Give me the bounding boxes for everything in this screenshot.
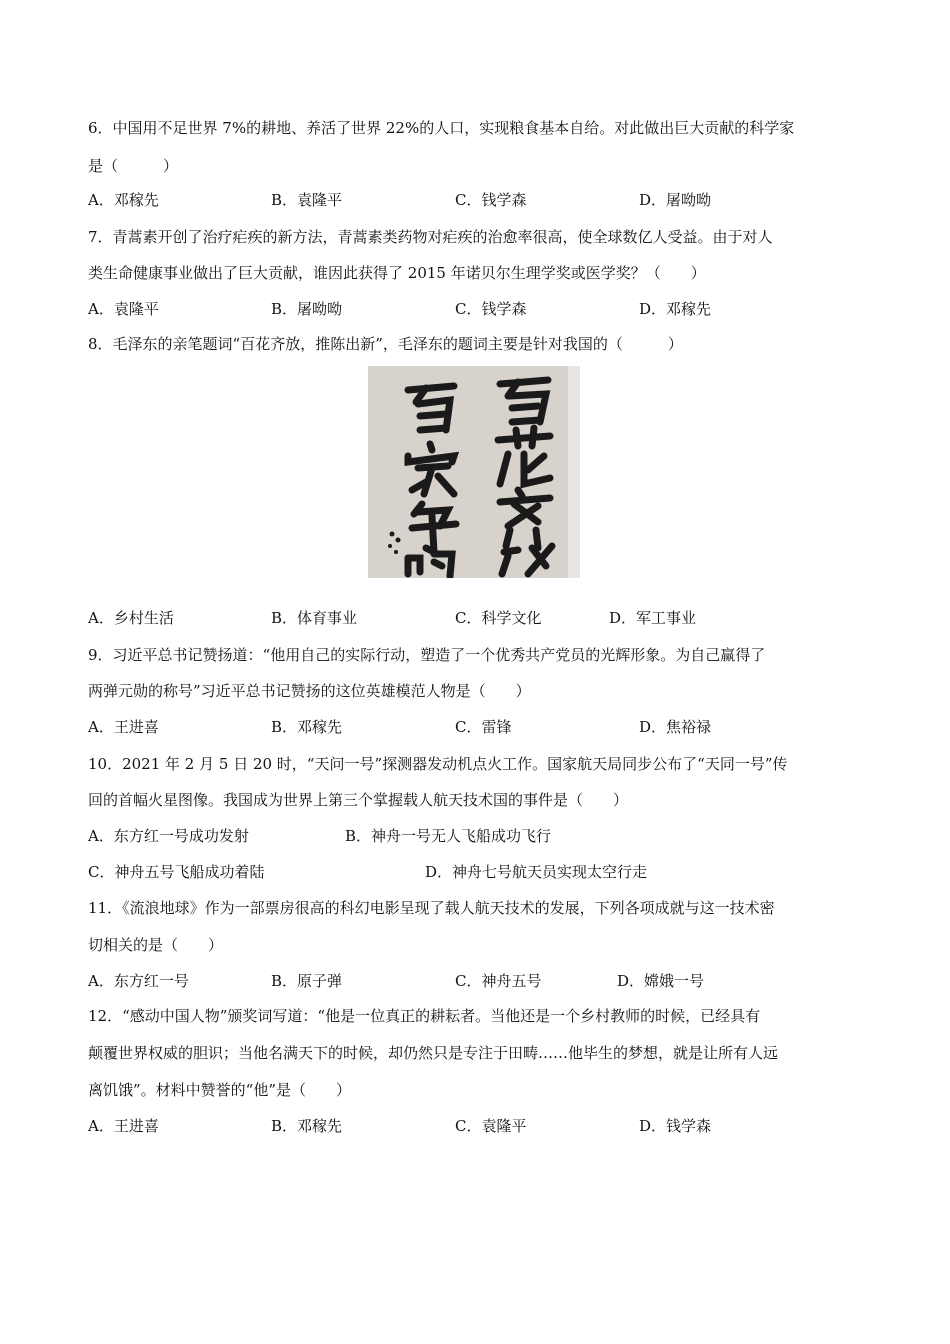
q8-option-d: D．军工事业: [609, 609, 697, 627]
q11-option-a: A．东方红一号: [88, 972, 189, 990]
q12-stem-line-3: 离饥饿”。材料中赞誉的“他”是（ ）: [88, 1081, 352, 1099]
q8-option-c: C．科学文化: [455, 609, 542, 627]
q9-stem-line-2: 两弹元勋的称号”习近平总书记赞扬的这位英雄模范人物是（ ）: [88, 682, 531, 700]
q6-option-b: B．袁隆平: [271, 191, 343, 209]
q10-option-b: B．神舟一号无人飞船成功飞行: [345, 827, 552, 845]
calligraphy-image: [368, 366, 580, 578]
q10-option-a: A．东方红一号成功发射: [88, 827, 249, 845]
q7-option-a: A．袁隆平: [88, 300, 159, 318]
q7-option-c: C．钱学森: [455, 300, 527, 318]
q6-option-c: C．钱学森: [455, 191, 527, 209]
q8-option-b: B．体育事业: [271, 609, 358, 627]
q12-stem-line-1: 12．“感动中国人物”颁奖词写道：“他是一位真正的耕耘者。当他还是一个乡村教师的时候，已经具有: [88, 1007, 761, 1025]
q8-option-a: A．乡村生活: [88, 609, 174, 627]
q6-option-a: A．邓稼先: [88, 191, 159, 209]
q12-stem-line-2: 颠覆世界权威的胆识；当他名满天下的时候，却仍然只是专注于田畴……他毕生的梦想，就是让所有人远: [88, 1044, 779, 1062]
q9-option-d: D．焦裕禄: [639, 718, 712, 736]
q10-option-d: D．神舟七号航天员实现太空行走: [425, 863, 648, 881]
q9-stem-line-1: 9．习近平总书记赞扬道：“他用自己的实际行动，塑造了一个优秀共产党员的光辉形象。为自己赢得了: [88, 646, 766, 664]
q7-option-b: B．屠呦呦: [271, 300, 343, 318]
q9-option-b: B．邓稼先: [271, 718, 343, 736]
q10-stem-line-1: 10．2021 年 2 月 5 日 20 时，“天问一号”探测器发动机点火工作。国家航天局同步公布了“天同一号”传: [88, 755, 788, 773]
calligraphy-strokes: [368, 366, 580, 578]
q8-stem-line-1: 8．毛泽东的亲笔题词“百花齐放，推陈出新”，毛泽东的题词主要是针对我国的（ ）: [88, 335, 683, 353]
q7-option-d: D．邓稼先: [639, 300, 712, 318]
q6-stem-line-2: 是（ ）: [88, 157, 179, 175]
q10-option-c: C．神舟五号飞船成功着陆: [88, 863, 265, 881]
q11-stem-line-2: 切相关的是（ ）: [88, 936, 224, 954]
q12-option-a: A．王进喜: [88, 1117, 159, 1135]
q9-option-a: A．王进喜: [88, 718, 159, 736]
q11-option-b: B．原子弹: [271, 972, 343, 990]
q10-stem-line-2: 回的首幅火星图像。我国成为世界上第三个掌握载人航天技术国的事件是（ ）: [88, 791, 629, 809]
q9-option-c: C．雷锋: [455, 718, 512, 736]
q12-option-b: B．邓稼先: [271, 1117, 343, 1135]
q11-option-c: C．神舟五号: [455, 972, 542, 990]
q7-stem-line-1: 7．青蒿素开创了治疗疟疾的新方法，青蒿素类药物对疟疾的治愈率很高，使全球数亿人受益。由于对人: [88, 228, 773, 246]
q12-option-c: C．袁隆平: [455, 1117, 527, 1135]
q7-stem-line-2: 类生命健康事业做出了巨大贡献，谁因此获得了 2015 年诺贝尔生理学奖或医学奖？（ ）: [88, 264, 706, 282]
q11-option-d: D．嫦娥一号: [617, 972, 705, 990]
q6-stem-line-1: 6．中国用不足世界 7%的耕地、养活了世界 22%的人口，实现粮食基本自给。对此做出巨大贡献的科学家: [88, 119, 795, 137]
q6-option-d: D．屠呦呦: [639, 191, 712, 209]
q12-option-d: D．钱学森: [639, 1117, 712, 1135]
q11-stem-line-1: 11．《流浪地球》作为一部票房很高的科幻电影呈现了载人航天技术的发展，下列各项成就与这一技术密: [88, 899, 775, 917]
